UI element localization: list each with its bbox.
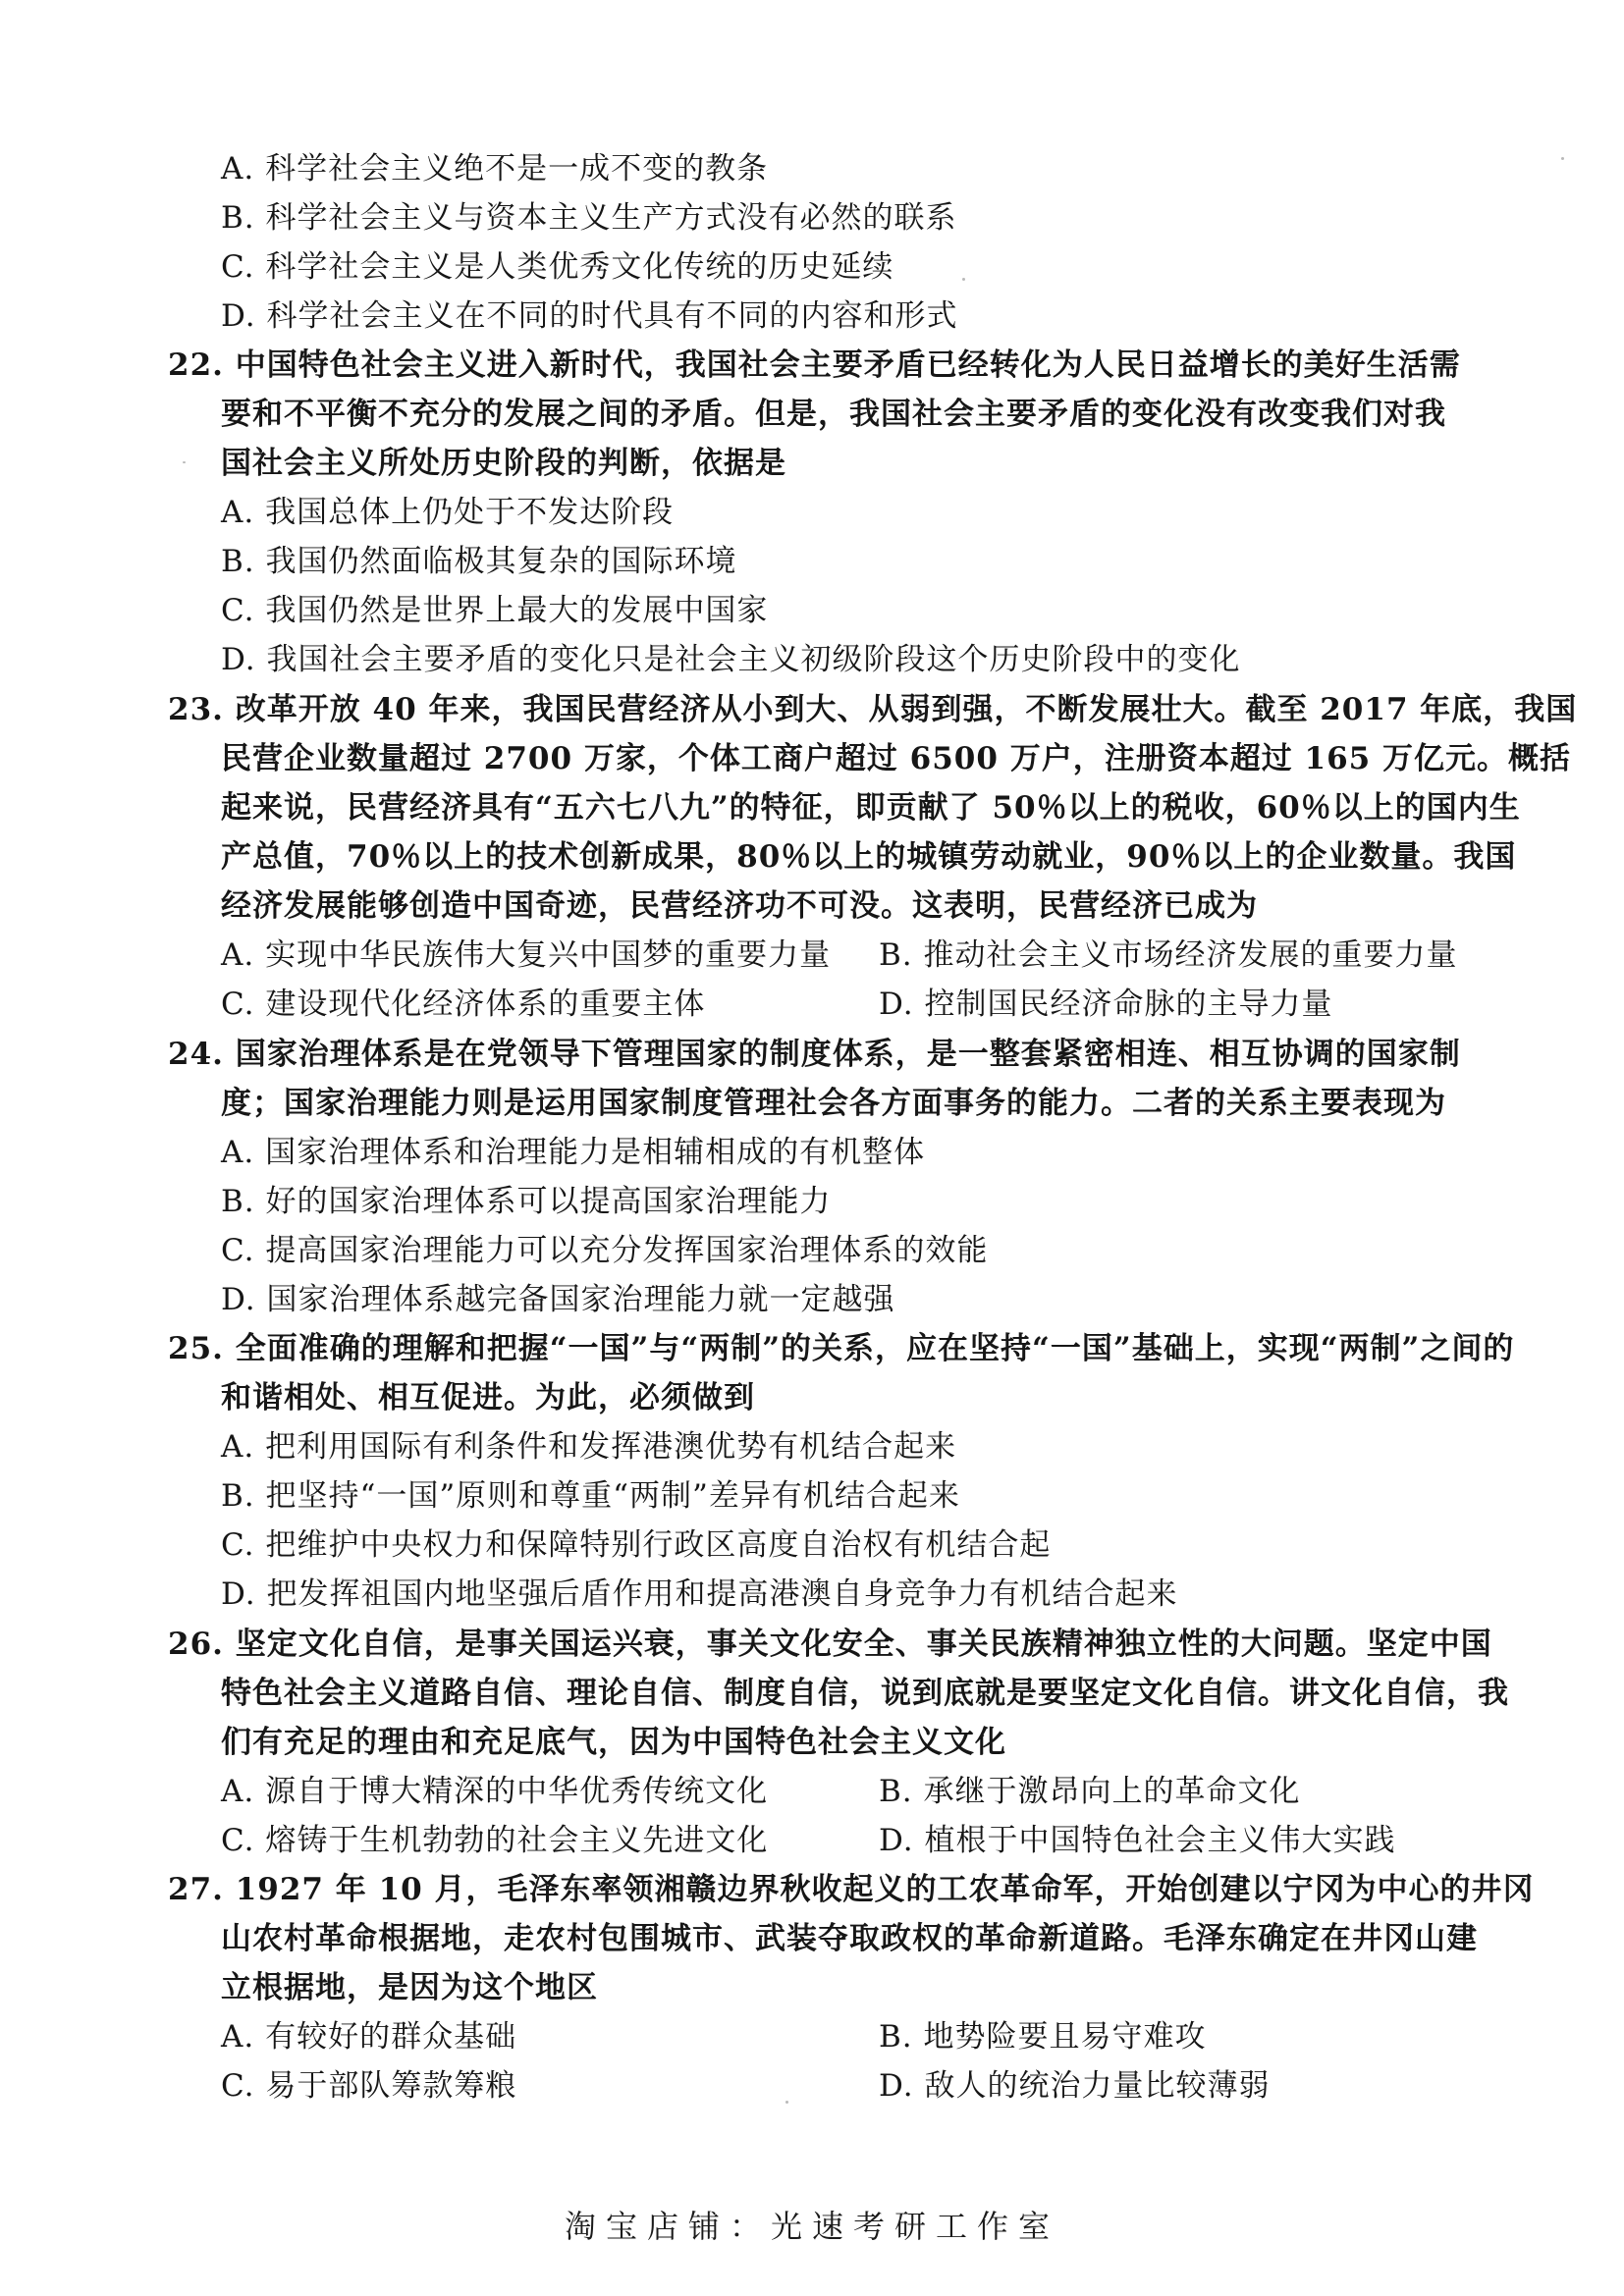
question-27-stem-line-2: 山农村革命根据地，走农村包围城市、武装夺取政权的革命新道路。毛泽东确定在井冈山建 xyxy=(221,1921,1478,1956)
option-25-c: C. 把维护中央权力和保障特别行政区高度自治权有机结合起 xyxy=(221,1527,1052,1563)
option-25-d: D. 把发挥祖国内地坚强后盾作用和提高港澳自身竞争力有机结合起来 xyxy=(221,1576,1178,1612)
option-21-b: B. 科学社会主义与资本主义生产方式没有必然的联系 xyxy=(221,200,957,236)
scan-speck xyxy=(1561,157,1564,160)
question-25-stem-line-2: 和谐相处、相互促进。为此，必须做到 xyxy=(221,1380,755,1415)
option-26-b: B. 承继于激昂向上的革命文化 xyxy=(879,1774,1301,1809)
question-26-stem-line-3: 们有充足的理由和充足底气，因为中国特色社会主义文化 xyxy=(221,1725,1006,1760)
question-23-stem-line-2: 民营企业数量超过 2700 万家，个体工商户超过 6500 万户，注册资本超过 165 万亿元。概括 xyxy=(221,741,1572,776)
option-24-b: B. 好的国家治理体系可以提高国家治理能力 xyxy=(221,1184,832,1219)
question-22-stem-line-2: 要和不平衡不充分的发展之间的矛盾。但是，我国社会主要矛盾的变化没有改变我们对我 xyxy=(221,397,1446,432)
option-21-a: A. 科学社会主义绝不是一成不变的教条 xyxy=(221,151,769,187)
question-22-stem-line-3: 国社会主义所处历史阶段的判断，依据是 xyxy=(221,446,786,481)
question-25-stem-line-1: 25. 全面准确的理解和把握“一国”与“两制”的关系，应在坚持“一国”基础上，实现“两制”之间的 xyxy=(168,1331,1515,1366)
question-27-stem-line-3: 立根据地，是因为这个地区 xyxy=(221,1970,598,2005)
footer-shop-label: 淘宝店铺：光速考研工作室 xyxy=(564,2208,1059,2245)
option-23-c: C. 建设现代化经济体系的重要主体 xyxy=(221,987,706,1022)
scan-speck xyxy=(785,2101,788,2104)
option-23-a: A. 实现中华民族伟大复兴中国梦的重要力量 xyxy=(221,937,832,973)
question-22-stem-line-1: 22. 中国特色社会主义进入新时代，我国社会主要矛盾已经转化为人民日益增长的美好生活需 xyxy=(168,347,1461,383)
option-22-c: C. 我国仍然是世界上最大的发展中国家 xyxy=(221,593,769,628)
option-22-b: B. 我国仍然面临极其复杂的国际环境 xyxy=(221,544,737,579)
question-27-stem-line-1: 27. 1927 年 10 月，毛泽东率领湘赣边界秋收起义的工农革命军，开始创建以宁冈为中心的井冈 xyxy=(168,1872,1535,1907)
question-23-stem-line-5: 经济发展能够创造中国奇迹，民营经济功不可没。这表明，民营经济已成为 xyxy=(221,888,1258,924)
option-27-d: D. 敌人的统治力量比较薄弱 xyxy=(879,2068,1271,2104)
option-26-d: D. 植根于中国特色社会主义伟大实践 xyxy=(879,1823,1396,1858)
question-23-stem-line-1: 23. 改革开放 40 年来，我国民营经济从小到大、从弱到强，不断发展壮大。截至 2017 年底，我国 xyxy=(168,692,1578,727)
option-24-a: A. 国家治理体系和治理能力是相辅相成的有机整体 xyxy=(221,1135,926,1170)
option-26-c: C. 熔铸于生机勃勃的社会主义先进文化 xyxy=(221,1823,769,1858)
option-25-b: B. 把坚持“一国”原则和尊重“两制”差异有机结合起来 xyxy=(221,1478,960,1514)
scan-speck xyxy=(962,278,965,281)
option-24-c: C. 提高国家治理能力可以充分发挥国家治理体系的效能 xyxy=(221,1233,989,1268)
option-27-a: A. 有较好的群众基础 xyxy=(221,2019,517,2055)
option-23-d: D. 控制国民经济命脉的主导力量 xyxy=(879,987,1333,1022)
option-23-b: B. 推动社会主义市场经济发展的重要力量 xyxy=(879,937,1458,973)
scan-speck xyxy=(183,461,186,463)
option-22-a: A. 我国总体上仍处于不发达阶段 xyxy=(221,495,675,530)
option-22-d: D. 我国社会主要矛盾的变化只是社会主义初级阶段这个历史阶段中的变化 xyxy=(221,642,1241,677)
question-26-stem-line-1: 26. 坚定文化自信，是事关国运兴衰，事关文化安全、事关民族精神独立性的大问题。坚定中国 xyxy=(168,1627,1492,1662)
option-21-d: D. 科学社会主义在不同的时代具有不同的内容和形式 xyxy=(221,298,958,334)
option-21-c: C. 科学社会主义是人类优秀文化传统的历史延续 xyxy=(221,249,894,285)
option-27-b: B. 地势险要且易守难攻 xyxy=(879,2019,1207,2055)
option-24-d: D. 国家治理体系越完备国家治理能力就一定越强 xyxy=(221,1282,895,1317)
question-23-stem-line-3: 起来说，民营经济具有“五六七八九”的特征，即贡献了 50％以上的税收，60％以上的国内生 xyxy=(221,790,1521,826)
question-23-stem-line-4: 产总值，70％以上的技术创新成果，80％以上的城镇劳动就业，90％以上的企业数量。我国 xyxy=(221,839,1517,875)
question-26-stem-line-2: 特色社会主义道路自信、理论自信、制度自信，说到底就是要坚定文化自信。讲文化自信，我 xyxy=(221,1676,1509,1711)
option-27-c: C. 易于部队筹款筹粮 xyxy=(221,2068,517,2104)
option-25-a: A. 把利用国际有利条件和发挥港澳优势有机结合起来 xyxy=(221,1429,957,1465)
option-26-a: A. 源自于博大精深的中华优秀传统文化 xyxy=(221,1774,769,1809)
question-24-stem-line-1: 24. 国家治理体系是在党领导下管理国家的制度体系，是一整套紧密相连、相互协调的国家制 xyxy=(168,1037,1461,1072)
question-24-stem-line-2: 度；国家治理能力则是运用国家制度管理社会各方面事务的能力。二者的关系主要表现为 xyxy=(221,1086,1446,1121)
